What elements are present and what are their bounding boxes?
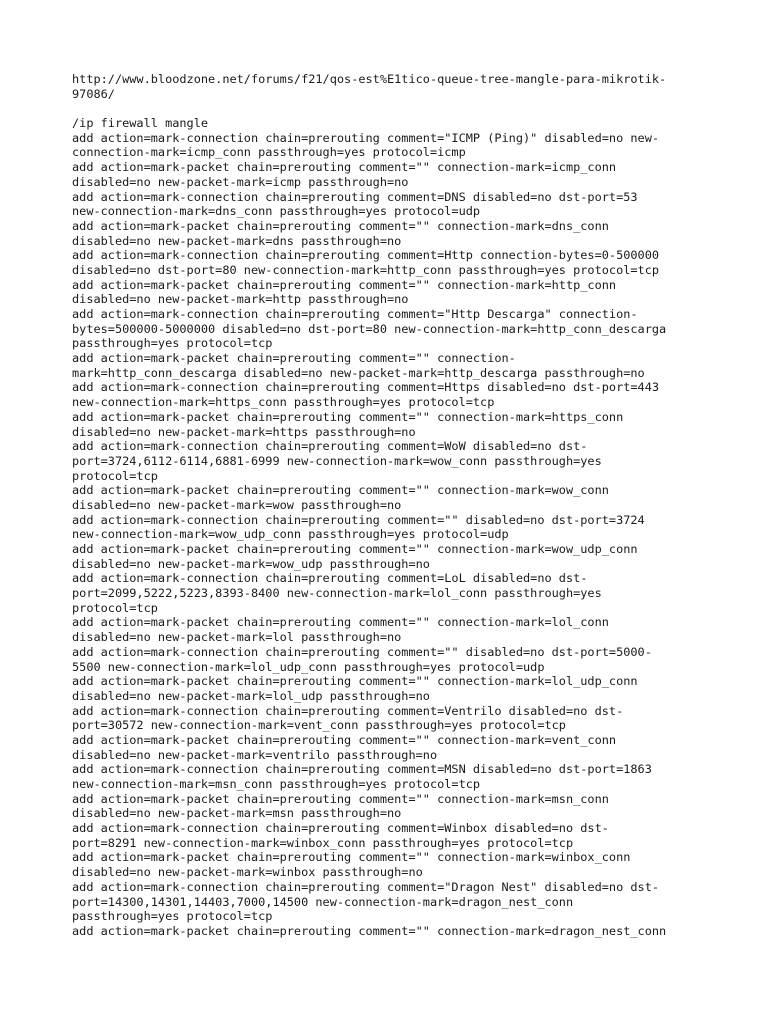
- text-line: /ip firewall mangle: [72, 116, 209, 131]
- text-line: add action=mark-connection chain=prerouting comment=Winbox disabled=no dst-: [72, 821, 609, 836]
- text-line: port=30572 new-connection-mark=vent_conn passthrough=yes protocol=tcp: [72, 718, 566, 733]
- text-line: disabled=no new-packet-mark=lol_udp passthrough=no: [72, 688, 430, 703]
- text-line: add action=mark-packet chain=prerouting comment="" connection-mark=dragon_nest_conn: [72, 923, 667, 938]
- text-line: add action=mark-packet chain=prerouting comment="" connection-mark=wow_conn: [72, 483, 609, 498]
- text-line: port=8291 new-connection-mark=winbox_conn passthrough=yes protocol=tcp: [72, 835, 574, 850]
- text-line: add action=mark-connection chain=prerouting comment=WoW disabled=no dst-: [72, 439, 588, 454]
- text-line: disabled=no new-packet-mark=icmp passthrough=no: [72, 174, 409, 189]
- text-line: http://www.bloodzone.net/forums/f21/qos-est%E1tico-queue-tree-mangle-para-mikrotik-: [72, 72, 667, 86]
- text-line: add action=mark-connection chain=prerouting comment="" disabled=no dst-port=3724: [72, 512, 645, 527]
- text-line: disabled=no new-packet-mark=dns passthrough=no: [72, 233, 402, 248]
- text-line: add action=mark-packet chain=prerouting comment="" connection-mark=winbox_conn: [72, 850, 631, 865]
- text-line: add action=mark-connection chain=prerouting comment=MSN disabled=no dst-port=1863: [72, 762, 652, 777]
- text-line: disabled=no new-packet-mark=lol passthrough=no: [72, 630, 402, 645]
- text-line: passthrough=yes protocol=tcp: [72, 909, 273, 924]
- text-line: add action=mark-connection chain=prerouting comment="Dragon Nest" disabled=no dst-: [72, 879, 660, 894]
- text-line: add action=mark-packet chain=prerouting comment="" connection-mark=icmp_conn: [72, 160, 617, 175]
- text-line: add action=mark-connection chain=prerouting comment="Http Descarga" connection-: [72, 307, 638, 321]
- text-line: new-connection-mark=wow_udp_conn passthrough=yes protocol=udp: [72, 527, 509, 542]
- text-line: disabled=no new-packet-mark=msn passthrough=no: [72, 806, 402, 821]
- text-line: disabled=no new-packet-mark=wow_udp passthrough=no: [72, 556, 430, 571]
- text-line: add action=mark-connection chain=prerouting comment=Ventrilo disabled=no dst-: [72, 703, 624, 718]
- text-line: protocol=tcp: [72, 600, 158, 615]
- text-line: mark=http_conn_descarga disabled=no new-packet-mark=http_descarga passthrough=no: [72, 365, 645, 380]
- text-line: new-connection-mark=https_conn passthrough=yes protocol=tcp: [72, 395, 495, 410]
- text-line: add action=mark-packet chain=prerouting comment="" connection-mark=wow_udp_conn: [72, 542, 638, 556]
- text-line: add action=mark-packet chain=prerouting comment="" connection-mark=http_conn: [72, 277, 617, 292]
- text-line: add action=mark-connection chain=prerouting comment=DNS disabled=no dst-port=53: [72, 189, 638, 204]
- text-line: add action=mark-connection chain=prerouting comment=LoL disabled=no dst-: [72, 571, 588, 586]
- text-line: disabled=no new-packet-mark=ventrilo passthrough=no: [72, 747, 438, 762]
- text-line: disabled=no new-packet-mark=winbox passthrough=no: [72, 865, 423, 880]
- text-line: add action=mark-connection chain=prerouting comment=Https disabled=no dst-port=443: [72, 380, 660, 395]
- text-line: add action=mark-packet chain=prerouting comment="" connection-mark=https_conn: [72, 409, 624, 424]
- text-line: disabled=no new-packet-mark=wow passthrough=no: [72, 497, 402, 512]
- text-line: 5500 new-connection-mark=lol_udp_conn passthrough=yes protocol=udp: [72, 659, 545, 674]
- text-line: add action=mark-packet chain=prerouting comment="" connection-mark=dns_conn: [72, 218, 609, 233]
- text-line: port=2099,5222,5223,8393-8400 new-connection-mark=lol_conn passthrough=yes: [72, 586, 602, 601]
- text-line: [72, 101, 702, 116]
- text-line: port=14300,14301,14403,7000,14500 new-connection-mark=dragon_nest_conn: [72, 894, 574, 909]
- text-line: bytes=500000-5000000 disabled=no dst-port=80 new-connection-mark=http_conn_descarga: [72, 321, 667, 336]
- text-line: add action=mark-packet chain=prerouting comment="" connection-mark=msn_conn: [72, 791, 609, 806]
- text-line: add action=mark-connection chain=prerouting comment="ICMP (Ping)" disabled=no new-: [72, 130, 660, 145]
- document-text: [72, 72, 702, 939]
- text-line: disabled=no new-packet-mark=http passthrough=no: [72, 292, 409, 307]
- text-line: add action=mark-connection chain=prerouting comment="" disabled=no dst-port=5000-: [72, 644, 652, 659]
- text-line: add action=mark-connection chain=prerouting comment=Http connection-bytes=0-500000: [72, 248, 660, 263]
- text-line: 97086/: [72, 86, 115, 101]
- text-line: new-connection-mark=dns_conn passthrough=yes protocol=udp: [72, 204, 481, 219]
- text-line: protocol=tcp: [72, 468, 158, 483]
- text-line: port=3724,6112-6114,6881-6999 new-connection-mark=wow_conn passthrough=yes: [72, 453, 602, 468]
- text-line: add action=mark-packet chain=prerouting comment="" connection-mark=lol_udp_conn: [72, 674, 638, 689]
- text-line: disabled=no dst-port=80 new-connection-mark=http_conn passthrough=yes protocol=tcp: [72, 262, 660, 277]
- text-line: new-connection-mark=msn_conn passthrough=yes protocol=tcp: [72, 777, 481, 791]
- text-line: passthrough=yes protocol=tcp: [72, 336, 273, 351]
- text-line: add action=mark-packet chain=prerouting comment="" connection-: [72, 351, 516, 366]
- text-line: connection-mark=icmp_conn passthrough=yes protocol=icmp: [72, 145, 466, 160]
- text-line: add action=mark-packet chain=prerouting comment="" connection-mark=vent_conn: [72, 732, 617, 747]
- text-line: disabled=no new-packet-mark=https passthrough=no: [72, 424, 416, 439]
- text-line: add action=mark-packet chain=prerouting comment="" connection-mark=lol_conn: [72, 615, 609, 630]
